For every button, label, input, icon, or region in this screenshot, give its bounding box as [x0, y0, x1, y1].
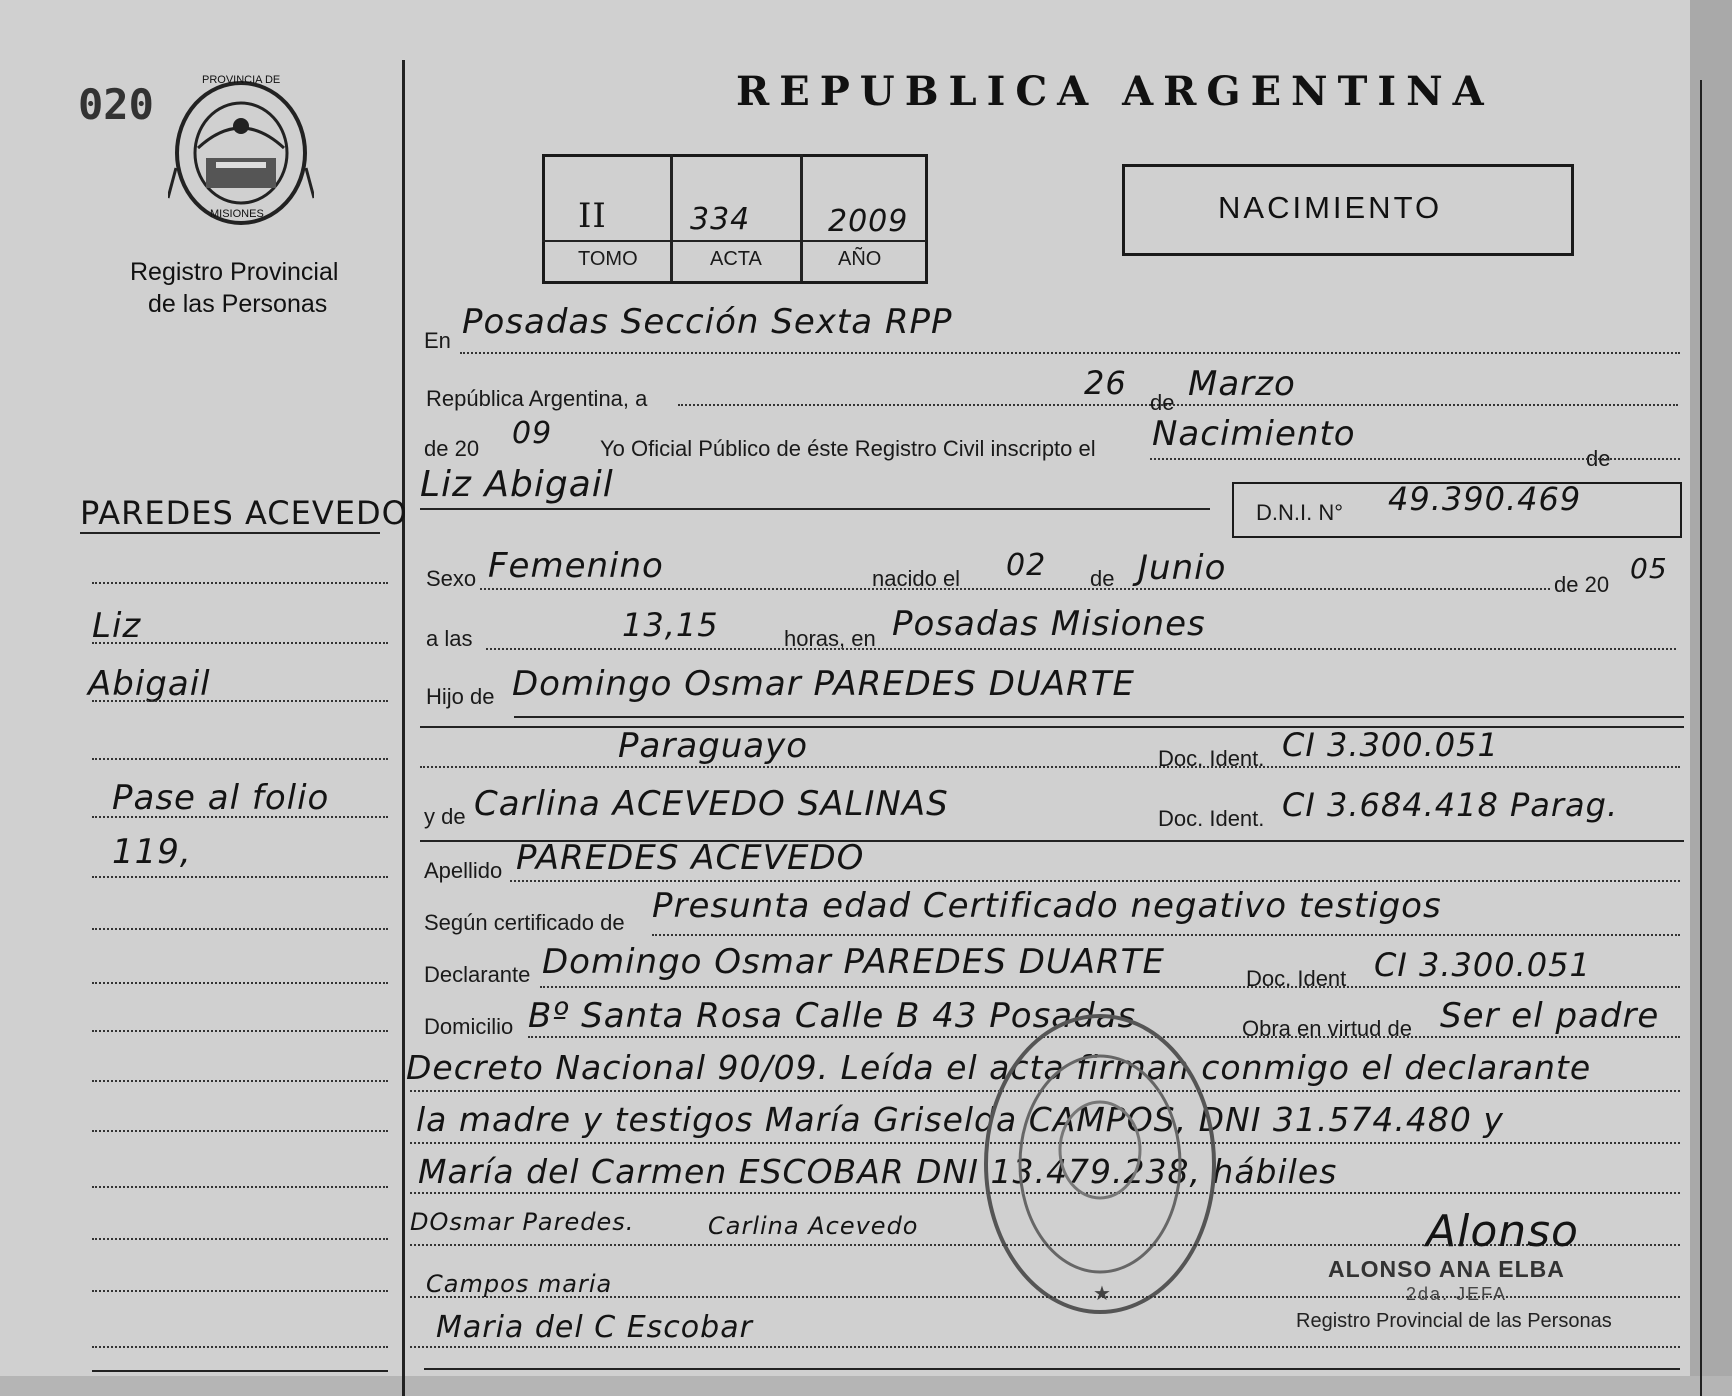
right-border: [1700, 80, 1702, 1396]
record-type: NACIMIENTO: [1218, 190, 1443, 225]
margin-note1: Pase al folio: [112, 778, 330, 818]
form-line: [652, 934, 1680, 936]
mother-name: Carlina ACEVEDO SALINAS: [474, 784, 949, 824]
birth-month: Junio: [1138, 548, 1227, 588]
form-line: [424, 1368, 1680, 1370]
declarante-label: Declarante: [424, 962, 531, 987]
free-text-line-2: la madre y testigos María Griselda CAMPOS, DNI 31.574.480 y: [416, 1100, 1504, 1139]
margin-line: [80, 532, 380, 534]
obra-label: Obra en virtud de: [1242, 1016, 1412, 1041]
page-number: 020: [78, 80, 154, 129]
mother-doc: CI 3.684.418 Parag.: [1282, 786, 1619, 824]
anio-value: 2009: [828, 204, 909, 239]
doc-label-1: Doc. Ident.: [1158, 746, 1265, 771]
day-value: 26: [1084, 364, 1127, 402]
hora-value: 13,15: [622, 606, 719, 644]
child-name: Liz Abigail: [420, 464, 614, 505]
official-org: Registro Provincial de las Personas: [1296, 1310, 1612, 1332]
official-name: ALONSO ANA ELBA: [1328, 1256, 1565, 1282]
inscripto-value: Nacimiento: [1152, 414, 1356, 454]
form-line: [460, 352, 1680, 354]
margin-line: [92, 1030, 388, 1032]
signature-father: DOsmar Paredes.: [410, 1208, 635, 1236]
domicilio-label: Domicilio: [424, 1014, 514, 1039]
domicilio-value: Bº Santa Rosa Calle B 43 Posadas: [528, 996, 1137, 1036]
margin-line: [92, 982, 388, 984]
free-text-line-1: Decreto Nacional 90/09. Leída el acta firman conmigo el declarante: [406, 1048, 1592, 1087]
form-line: [410, 1346, 1680, 1348]
dni-value: 49.390.469: [1388, 480, 1582, 518]
form-line: [540, 986, 1680, 988]
en-value: Posadas Sección Sexta RPP: [462, 302, 953, 342]
svg-text:★: ★: [1093, 1283, 1111, 1305]
birth-day: 02: [1006, 548, 1047, 583]
bottom-edge-shadow: [0, 1376, 1732, 1396]
country-title: REPUBLICA ARGENTINA: [736, 68, 1494, 115]
margin-line: [92, 1238, 388, 1240]
margin-line: [92, 876, 388, 878]
signature-witness-2: Maria del C Escobar: [436, 1310, 753, 1345]
nacido-label: nacido el: [872, 566, 961, 591]
father-nationality: Paraguayo: [618, 726, 809, 766]
form-line: [420, 766, 1680, 768]
margin-note2: 119,: [112, 832, 192, 872]
margin-name1: Liz: [92, 606, 142, 646]
tomo-label: TOMO: [578, 248, 638, 270]
signature-witness-1: Campos maria: [426, 1270, 613, 1298]
en-label: En: [424, 328, 451, 353]
form-line: [678, 404, 1678, 406]
acta-label: ACTA: [710, 248, 762, 270]
de20-label: de 20: [424, 436, 480, 461]
year-value: 09: [512, 416, 553, 451]
column-divider: [402, 60, 405, 1396]
de-label-3: de: [1090, 566, 1115, 591]
declarante-name: Domingo Osmar PAREDES DUARTE: [542, 942, 1165, 982]
record-box-divider: [670, 154, 673, 281]
sexo-label: Sexo: [426, 566, 477, 591]
registry-name-line1: Registro Provincial: [130, 258, 339, 286]
margin-line: [92, 642, 388, 644]
margin-name2: Abigail: [88, 664, 211, 704]
signature-mother: Carlina Acevedo: [708, 1212, 919, 1240]
de20-label-2: de 20: [1554, 572, 1610, 597]
obra-value: Ser el padre: [1440, 996, 1660, 1036]
doc-label-2: Doc. Ident.: [1158, 806, 1265, 831]
margin-line: [92, 928, 388, 930]
acta-value: 334: [690, 202, 751, 237]
form-line: [514, 716, 1684, 718]
margin-line: [92, 1186, 388, 1188]
birth-place: Posadas Misiones: [892, 604, 1206, 644]
official-signature: Alonso: [1426, 1206, 1579, 1257]
official-stamp: [980, 1010, 1220, 1318]
anio-label: AÑO: [838, 248, 882, 270]
form-line: [486, 648, 1676, 650]
margin-line: [92, 816, 388, 818]
registry-name-line2: de las Personas: [148, 290, 328, 318]
birth-year: 05: [1630, 552, 1668, 585]
margin-line: [92, 582, 388, 584]
margin-surname: PAREDES ACEVEDO: [80, 494, 408, 532]
de-label-2: de: [1586, 446, 1611, 471]
cert-value: Presunta edad Certificado negativo testigos: [652, 886, 1442, 926]
margin-line: [92, 1290, 388, 1292]
month-value: Marzo: [1188, 364, 1296, 404]
form-line: [1150, 458, 1680, 460]
form-line: [420, 508, 1210, 510]
sexo-value: Femenino: [488, 546, 664, 586]
horas-label: horas, en: [784, 626, 876, 651]
margin-line: [92, 1370, 388, 1372]
right-edge-shadow: [1690, 0, 1732, 1396]
seal-text-top: PROVINCIA DE: [202, 74, 281, 86]
record-box-divider: [800, 154, 803, 281]
form-line: [480, 588, 1550, 590]
oficial-label: Yo Oficial Público de éste Registro Civil inscripto el: [600, 436, 1096, 461]
cert-label: Según certificado de: [424, 910, 625, 935]
alas-label: a las: [426, 626, 473, 651]
father-name: Domingo Osmar PAREDES DUARTE: [512, 664, 1135, 704]
record-box-label-line: [542, 240, 926, 242]
dni-label: D.N.I. N°: [1256, 500, 1344, 525]
tomo-value: II: [578, 196, 607, 236]
apellido-label: Apellido: [424, 858, 503, 883]
seal-text-bottom: MISIONES: [210, 208, 264, 220]
hijo-label: Hijo de: [426, 684, 495, 709]
yde-label: y de: [424, 804, 466, 829]
margin-line: [92, 1130, 388, 1132]
declarante-doc: CI 3.300.051: [1374, 946, 1591, 984]
republica-label: República Argentina, a: [426, 386, 648, 411]
margin-line: [92, 758, 388, 760]
apellido-value: PAREDES ACEVEDO: [516, 838, 865, 878]
form-line: [510, 880, 1680, 882]
free-text-line-3: María del Carmen ESCOBAR DNI 13.479.238, hábiles: [418, 1152, 1338, 1191]
margin-line: [92, 1346, 388, 1348]
doc-label-3: Doc. Ident: [1246, 966, 1347, 991]
de-label: de: [1150, 390, 1175, 415]
official-title: 2da. JEFA: [1406, 1284, 1508, 1304]
province-seal: [168, 78, 314, 228]
margin-line: [92, 1080, 388, 1082]
father-doc: CI 3.300.051: [1282, 726, 1499, 764]
margin-line: [92, 700, 388, 702]
